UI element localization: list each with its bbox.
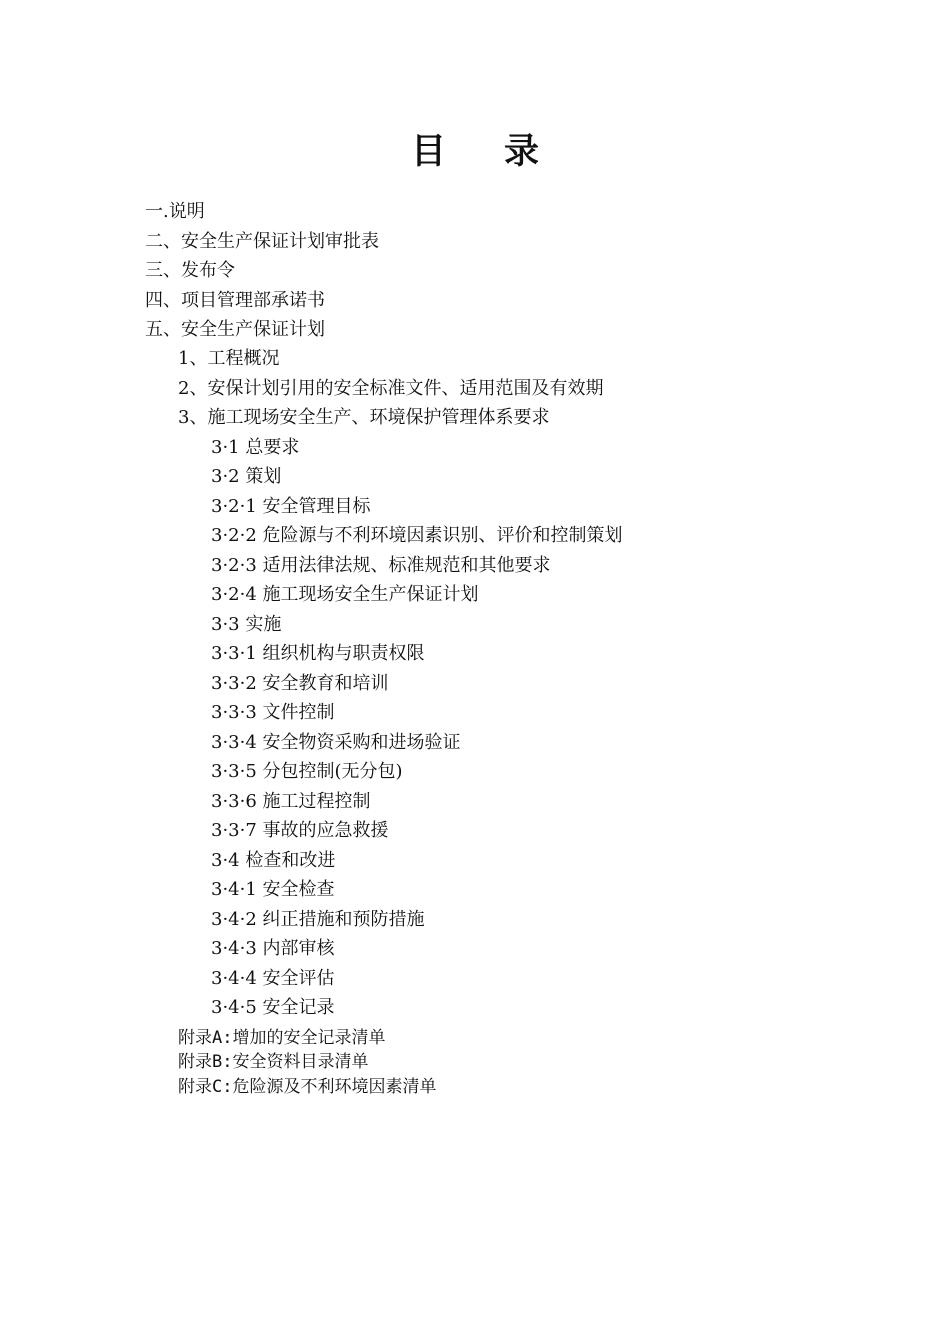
- toc-subsection-item: 3·3·1 组织机构与职责权限: [211, 643, 425, 664]
- toc-subsection-item: 3·4·2 纠正措施和预防措施: [211, 909, 425, 930]
- toc-appendix-item: 附录B:安全资料目录清单: [178, 1052, 369, 1072]
- title-char-2: 录: [504, 132, 540, 172]
- toc-subsection-item: 3·4·3 内部审核: [211, 938, 335, 959]
- toc-section-item: 五、安全生产保证计划: [145, 319, 325, 340]
- toc-section-item: 三、发布令: [145, 260, 235, 281]
- toc-subsection-item: 3·1 总要求: [211, 437, 300, 458]
- toc-subsection-item: 3·4·1 安全检查: [211, 879, 335, 900]
- toc-appendix-item: 附录C:危险源及不利环境因素清单: [178, 1077, 437, 1097]
- toc-subsection-item: 3·3·3 文件控制: [211, 702, 335, 723]
- toc-subsection-item: 3·4·4 安全评估: [211, 968, 335, 989]
- toc-subsection-item: 3·4·5 安全记录: [211, 997, 335, 1018]
- toc-subsection-item: 3·2·3 适用法律法规、标准规范和其他要求: [211, 555, 551, 576]
- toc-subsection-item: 3·2 策划: [211, 466, 282, 487]
- toc-chapter-item: 3、施工现场安全生产、环境保护管理体系要求: [178, 407, 550, 428]
- toc-subsection-item: 3·3·2 安全教育和培训: [211, 673, 389, 694]
- toc-subsection-item: 3·2·2 危险源与不利环境因素识别、评价和控制策划: [211, 525, 623, 546]
- toc-subsection-item: 3·3·4 安全物资采购和进场验证: [211, 732, 461, 753]
- toc-section-item: 四、项目管理部承诺书: [145, 290, 325, 311]
- toc-subsection-item: 3·4 检查和改进: [211, 850, 336, 871]
- title-char-1: 目: [410, 132, 446, 172]
- toc-subsection-item: 3·3·6 施工过程控制: [211, 791, 371, 812]
- toc-appendix-item: 附录A:增加的安全记录清单: [178, 1028, 386, 1048]
- toc-subsection-item: 3·3·7 事故的应急救援: [211, 820, 389, 841]
- toc-section-item: 二、安全生产保证计划审批表: [145, 231, 379, 252]
- toc-chapter-item: 1、工程概况: [178, 348, 280, 369]
- toc-subsection-item: 3·2·4 施工现场安全生产保证计划: [211, 584, 479, 605]
- toc-section-item: 一.说明: [145, 201, 205, 222]
- toc-chapter-item: 2、安保计划引用的安全标准文件、适用范围及有效期: [178, 378, 604, 399]
- toc-subsection-item: 3·3 实施: [211, 614, 282, 635]
- toc-subsection-item: 3·2·1 安全管理目标: [211, 496, 371, 517]
- toc-subsection-item: 3·3·5 分包控制(无分包): [211, 761, 403, 782]
